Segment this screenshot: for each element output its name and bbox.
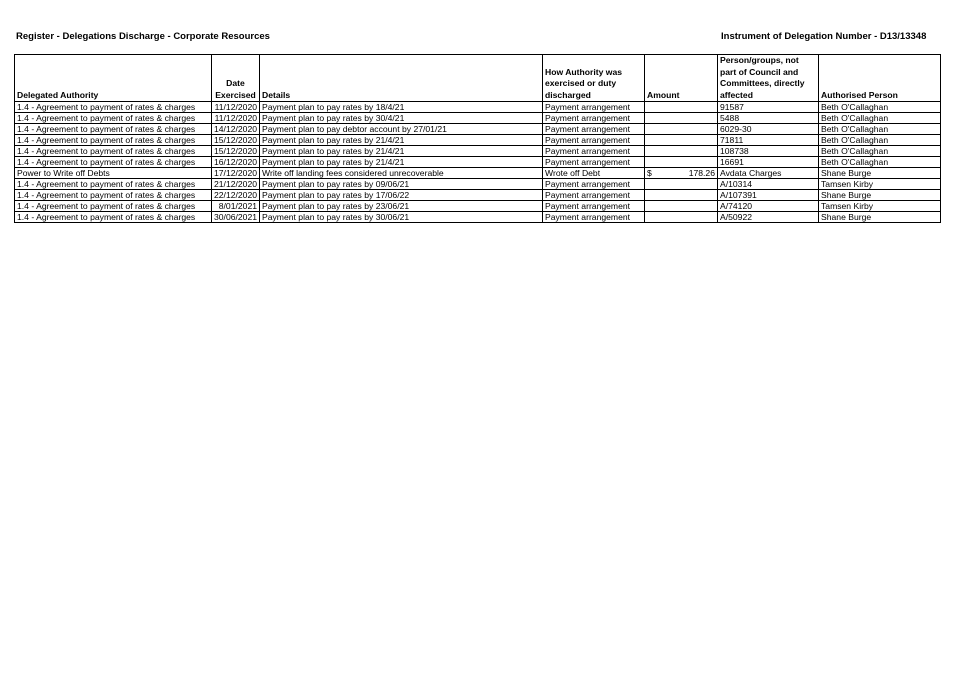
cell-how-exercised: Payment arrangement [543, 135, 645, 146]
cell-delegated-authority: 1.4 - Agreement to payment of rates & charges [15, 201, 212, 212]
table-row [15, 124, 941, 135]
col-header-delegated-authority: Delegated Authority [15, 55, 212, 102]
delegations-register-table [14, 54, 941, 223]
cell-delegated-authority: 1.4 - Agreement to payment of rates & charges [15, 124, 212, 135]
cell-date-exercised: 15/12/2020 [212, 135, 260, 146]
cell-delegated-authority: 1.4 - Agreement to payment of rates & charges [15, 190, 212, 201]
cell-persons-affected: Avdata Charges [718, 168, 819, 179]
cell-authorised-person: Beth O'Callaghan [819, 135, 941, 146]
cell-authorised-person: Tamsen Kirby [819, 179, 941, 190]
cell-how-exercised: Wrote off Debt [543, 168, 645, 179]
cell-persons-affected: A/10314 [718, 179, 819, 190]
table-row [15, 190, 941, 201]
cell-persons-affected: A/107391 [718, 190, 819, 201]
cell-amount [645, 135, 718, 146]
cell-persons-affected: 16691 [718, 157, 819, 168]
cell-amount [645, 157, 718, 168]
instrument-number: Instrument of Delegation Number - D13/13348 [721, 31, 927, 42]
cell-authorised-person: Shane Burge [819, 190, 941, 201]
cell-details: Payment plan to pay rates by 30/4/21 [260, 113, 543, 124]
table-row [15, 168, 941, 179]
amount-value: 178.26 [688, 168, 715, 178]
cell-persons-affected: 108738 [718, 146, 819, 157]
cell-details: Payment plan to pay rates by 17/06/22 [260, 190, 543, 201]
col-header-date-exercised: Date Exercised [212, 55, 260, 102]
cell-date-exercised: 8/01/2021 [212, 201, 260, 212]
cell-authorised-person: Shane Burge [819, 212, 941, 223]
cell-details: Payment plan to pay debtor account by 27/01/21 [260, 124, 543, 135]
cell-date-exercised: 30/06/2021 [212, 212, 260, 223]
table-row [15, 135, 941, 146]
cell-details: Payment plan to pay rates by 23/06/21 [260, 201, 543, 212]
table-row [15, 113, 941, 124]
cell-persons-affected: 5488 [718, 113, 819, 124]
cell-date-exercised: 22/12/2020 [212, 190, 260, 201]
cell-date-exercised: 14/12/2020 [212, 124, 260, 135]
cell-amount [645, 113, 718, 124]
cell-details: Payment plan to pay rates by 09/06/21 [260, 179, 543, 190]
cell-authorised-person: Beth O'Callaghan [819, 124, 941, 135]
cell-delegated-authority: 1.4 - Agreement to payment of rates & charges [15, 102, 212, 113]
cell-how-exercised: Payment arrangement [543, 212, 645, 223]
cell-amount [645, 190, 718, 201]
cell-how-exercised: Payment arrangement [543, 113, 645, 124]
cell-persons-affected: A/74120 [718, 201, 819, 212]
cell-date-exercised: 11/12/2020 [212, 113, 260, 124]
cell-amount [645, 168, 718, 179]
cell-amount [645, 124, 718, 135]
cell-date-exercised: 15/12/2020 [212, 146, 260, 157]
cell-how-exercised: Payment arrangement [543, 179, 645, 190]
cell-persons-affected: 6029-30 [718, 124, 819, 135]
cell-persons-affected: 71811 [718, 135, 819, 146]
cell-details: Payment plan to pay rates by 21/4/21 [260, 146, 543, 157]
table-row [15, 146, 941, 157]
cell-authorised-person: Beth O'Callaghan [819, 146, 941, 157]
cell-how-exercised: Payment arrangement [543, 124, 645, 135]
cell-amount [645, 212, 718, 223]
table-row [15, 102, 941, 113]
cell-how-exercised: Payment arrangement [543, 146, 645, 157]
cell-details: Payment plan to pay rates by 21/4/21 [260, 135, 543, 146]
table-row [15, 179, 941, 190]
cell-amount [645, 201, 718, 212]
table-row [15, 201, 941, 212]
table-row [15, 157, 941, 168]
cell-authorised-person: Beth O'Callaghan [819, 113, 941, 124]
col-header-authorised-person: Authorised Person [819, 55, 941, 102]
cell-authorised-person: Tamsen Kirby [819, 201, 941, 212]
cell-how-exercised: Payment arrangement [543, 157, 645, 168]
cell-delegated-authority: 1.4 - Agreement to payment of rates & charges [15, 135, 212, 146]
cell-authorised-person: Shane Burge [819, 168, 941, 179]
table-row [15, 212, 941, 223]
cell-details: Payment plan to pay rates by 18/4/21 [260, 102, 543, 113]
table-header-row [15, 55, 941, 102]
cell-authorised-person: Beth O'Callaghan [819, 157, 941, 168]
cell-amount [645, 179, 718, 190]
cell-how-exercised: Payment arrangement [543, 201, 645, 212]
cell-how-exercised: Payment arrangement [543, 190, 645, 201]
cell-amount [645, 102, 718, 113]
cell-persons-affected: 91587 [718, 102, 819, 113]
register-title: Register - Delegations Discharge - Corporate Resources [16, 31, 270, 42]
cell-date-exercised: 17/12/2020 [212, 168, 260, 179]
cell-how-exercised: Payment arrangement [543, 102, 645, 113]
col-header-details: Details [260, 55, 543, 102]
amount-currency: $ [647, 168, 652, 178]
cell-delegated-authority: 1.4 - Agreement to payment of rates & charges [15, 157, 212, 168]
cell-delegated-authority: 1.4 - Agreement to payment of rates & charges [15, 179, 212, 190]
cell-delegated-authority: 1.4 - Agreement to payment of rates & charges [15, 212, 212, 223]
cell-details: Payment plan to pay rates by 21/4/21 [260, 157, 543, 168]
cell-authorised-person: Beth O'Callaghan [819, 102, 941, 113]
cell-delegated-authority: Power to Write off Debts [15, 168, 212, 179]
cell-details: Write off landing fees considered unrecoverable [260, 168, 543, 179]
col-header-amount: Amount [645, 55, 718, 102]
cell-persons-affected: A/50922 [718, 212, 819, 223]
cell-delegated-authority: 1.4 - Agreement to payment of rates & charges [15, 113, 212, 124]
cell-date-exercised: 21/12/2020 [212, 179, 260, 190]
cell-details: Payment plan to pay rates by 30/06/21 [260, 212, 543, 223]
cell-delegated-authority: 1.4 - Agreement to payment of rates & charges [15, 146, 212, 157]
cell-amount [645, 146, 718, 157]
col-header-how-exercised: How Authority was exercised or duty discharged [543, 55, 645, 102]
cell-date-exercised: 11/12/2020 [212, 102, 260, 113]
cell-date-exercised: 16/12/2020 [212, 157, 260, 168]
col-header-persons-affected: Person/groups, not part of Council and Committees, directly affected [718, 55, 819, 102]
